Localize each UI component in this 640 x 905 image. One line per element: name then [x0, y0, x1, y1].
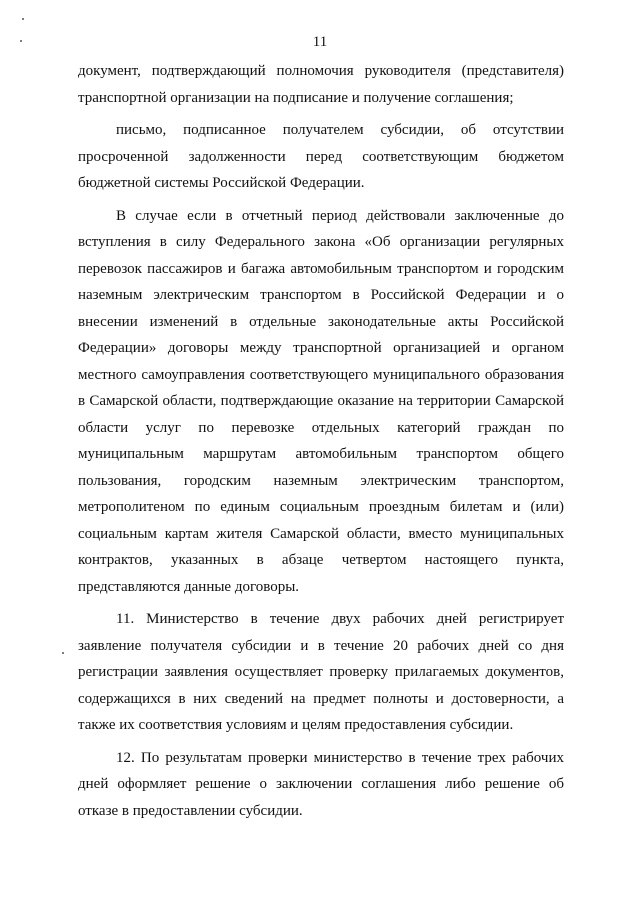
paragraph-letter-no-debt: письмо, подписанное получателем субсидии, об отсутствии просроченной задолженности перед соответствующим бюджетом бюджетной системы Российской Федерации. — [78, 122, 564, 191]
paragraph-document-confirming-authority: документ, подтверждающий полномочия руководителя (представителя) транспортной организации на подписание и получение соглашения; — [78, 63, 564, 106]
scan-speck — [22, 18, 24, 20]
page-number: 11 — [312, 34, 328, 50]
document-body — [78, 58, 564, 824]
paragraph-contracts-case: В случае если в отчетный период действовали заключенные до вступления в силу Федерального закона «Об организации регулярных перевозок пассажиров и багажа автомобильным транспортом и городским наземным электрическим транспортом в Российской Федерации и о внесении изменений в отдельные законодательные акты Российской Федерации» договоры между транспортной организацией и органом местного самоуправления соответствующего муниципального образования в Самарской области, подтверждающие оказание на территории Самарской области услуг по перевозке отдельных категорий граждан по муниципальным маршрутам автомобильным транспортом общего пользования, городским наземным электрическим транспортом, метрополитеном по единым социальным проездным билетам и (или) социальным картам жителя Самарской области, вместо муниципальных контрактов, указанных в абзаце четвертом настоящего пункта, представляются данные договоры. — [78, 207, 564, 595]
scan-speck — [20, 40, 22, 42]
paragraph-item-12: 12. По результатам проверки министерство в течение трех рабочих дней оформляет решение о заключении соглашения либо решение об отказе в предоставлении субсидии. — [78, 749, 564, 819]
scan-speck — [62, 652, 64, 654]
paragraph-item-11: 11. Министерство в течение двух рабочих дней регистрирует заявление получателя субсидии и в течение 20 рабочих дней со дня регистрации заявления осуществляет проверку прилагаемых документов, содержащихся в них сведений на предмет полноты и достоверности, а также их соответствия условиям и целям предоставления субсидии. — [78, 611, 564, 733]
